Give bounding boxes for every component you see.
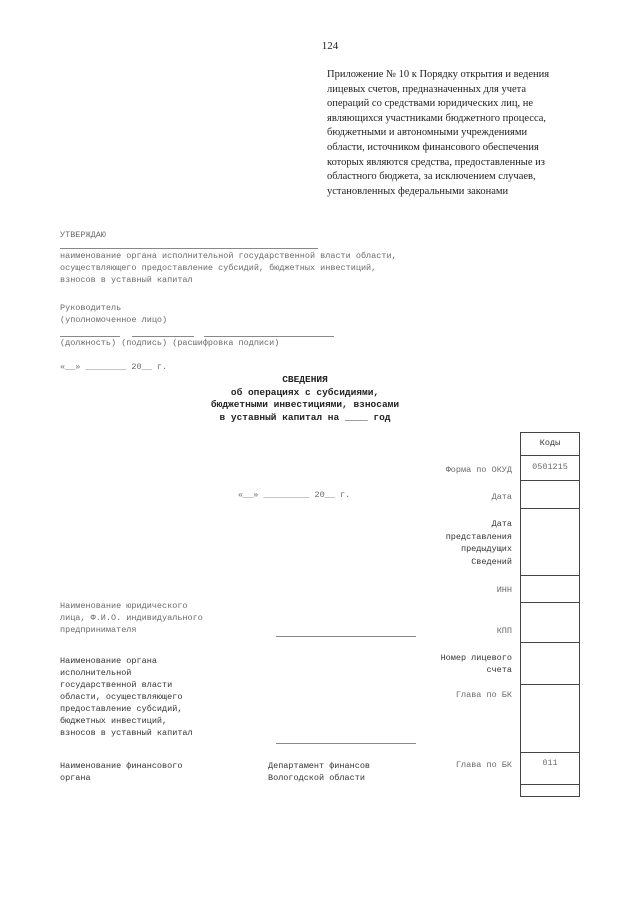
codes-row-divider xyxy=(520,508,580,509)
annex-line: являющихся участниками бюджетного процесса, xyxy=(327,112,547,124)
title-line: об операциях с субсидиями, xyxy=(230,386,380,398)
annex-line: области, источником финансового обеспечения xyxy=(327,141,539,153)
prev-date-line: Сведений xyxy=(471,556,512,567)
prev-date-line: Дата xyxy=(491,519,512,529)
executive-line: бюджетных инвестиций, xyxy=(60,716,168,726)
date-label: Дата xyxy=(491,492,512,502)
prev-date-line: представления xyxy=(445,531,512,542)
executive-line: Наименование органа xyxy=(60,656,157,666)
codes-row-divider xyxy=(520,642,580,643)
finance-line: Наименование финансового xyxy=(60,761,183,771)
chapter-label-2: Глава по БК xyxy=(455,760,512,770)
org-caption xyxy=(60,250,397,286)
codes-row-divider xyxy=(520,784,580,785)
legal-entity-label xyxy=(60,600,203,636)
executive-field-line xyxy=(276,743,416,744)
org-caption-line: наименование органа исполнительной государственной власти области, xyxy=(60,251,397,261)
legal-entity-line: лица, Ф.И.О. индивидуального xyxy=(60,613,203,623)
approval-date: «__» ________ 20__ г. xyxy=(60,362,168,372)
account-label xyxy=(380,652,512,676)
title-line: в уставный капитал на ____ год xyxy=(219,411,391,423)
executive-line: области, осуществляющего xyxy=(60,692,183,702)
legal-entity-line: Наименование юридического xyxy=(60,601,188,611)
prev-date-label xyxy=(390,518,512,568)
executive-line: взносов в уставный капитал xyxy=(60,728,193,738)
codes-row-divider xyxy=(520,684,580,685)
position-line xyxy=(60,336,120,337)
inn-label: ИНН xyxy=(496,585,512,595)
annex-line: Приложение № 10 к Порядку открытия и ведения xyxy=(327,69,550,80)
account-line: Номер лицевого xyxy=(440,653,512,663)
annex-line: установленных федеральными законами xyxy=(327,185,509,197)
head-caption-line: Руководитель xyxy=(60,303,122,313)
title-line: СВЕДЕНИЯ xyxy=(282,374,328,385)
chapter-code-2: 011 xyxy=(542,758,558,768)
head-caption-line: (уполномоченное лицо) xyxy=(60,315,168,325)
org-signature-line xyxy=(60,248,318,249)
finance-body-value xyxy=(268,760,370,784)
okud-code: 0501215 xyxy=(532,462,568,472)
annex-line: областного бюджета, за исключением случаев, xyxy=(327,171,536,183)
annex-text xyxy=(327,68,617,199)
executive-line: исполнительной xyxy=(60,668,132,678)
finance-value-line: Вологодской области xyxy=(268,773,365,783)
title-line: бюджетными инвестициями, взносами xyxy=(210,399,400,410)
executive-line: государственной власти xyxy=(60,680,173,690)
codes-table xyxy=(520,432,580,797)
annex-line: лицевых счетов, предназначенных для учета xyxy=(327,83,527,95)
executive-line: предоставление субсидий, xyxy=(60,704,183,714)
codes-header: Коды xyxy=(539,438,561,448)
kpp-label: КПП xyxy=(496,626,512,636)
executive-body-label xyxy=(60,655,193,739)
chapter-label: Глава по БК xyxy=(455,690,512,700)
codes-row-divider xyxy=(520,575,580,576)
finance-body-label xyxy=(60,760,182,784)
codes-row-divider xyxy=(520,602,580,603)
annex-line: которых являются средства, предоставленные из xyxy=(327,156,545,168)
signature-captions: (должность) (подпись) (расшифровка подписи) xyxy=(60,338,280,348)
org-caption-line: взносов в уставный капитал xyxy=(60,275,193,285)
annex-line: бюджетными и автономными учреждениями xyxy=(327,127,528,139)
head-caption xyxy=(60,302,167,326)
legal-entity-field-line xyxy=(276,636,416,637)
signature-decode-line xyxy=(204,336,334,337)
approve-label: УТВЕРЖДАЮ xyxy=(60,230,106,240)
codes-row-divider xyxy=(520,480,580,481)
page-number: 124 xyxy=(321,40,339,52)
annex-line: операций со средствами юридических лиц, не xyxy=(327,98,533,110)
legal-entity-line: предпринимателя xyxy=(60,625,137,635)
account-line: счета xyxy=(486,665,512,675)
prev-date-line: предыдущих xyxy=(460,544,512,554)
org-caption-line: осуществляющего предоставление субсидий, бюджетных инвестиций, xyxy=(60,263,377,273)
signature-line xyxy=(132,336,194,337)
finance-line: органа xyxy=(60,773,91,783)
report-date: «__» _________ 20__ г. xyxy=(238,490,351,500)
document-title xyxy=(170,374,440,424)
codes-row-divider xyxy=(520,455,580,456)
codes-row-divider xyxy=(520,752,580,753)
finance-value-line: Департамент финансов xyxy=(268,761,371,771)
okud-label: Форма по ОКУД xyxy=(445,465,512,475)
